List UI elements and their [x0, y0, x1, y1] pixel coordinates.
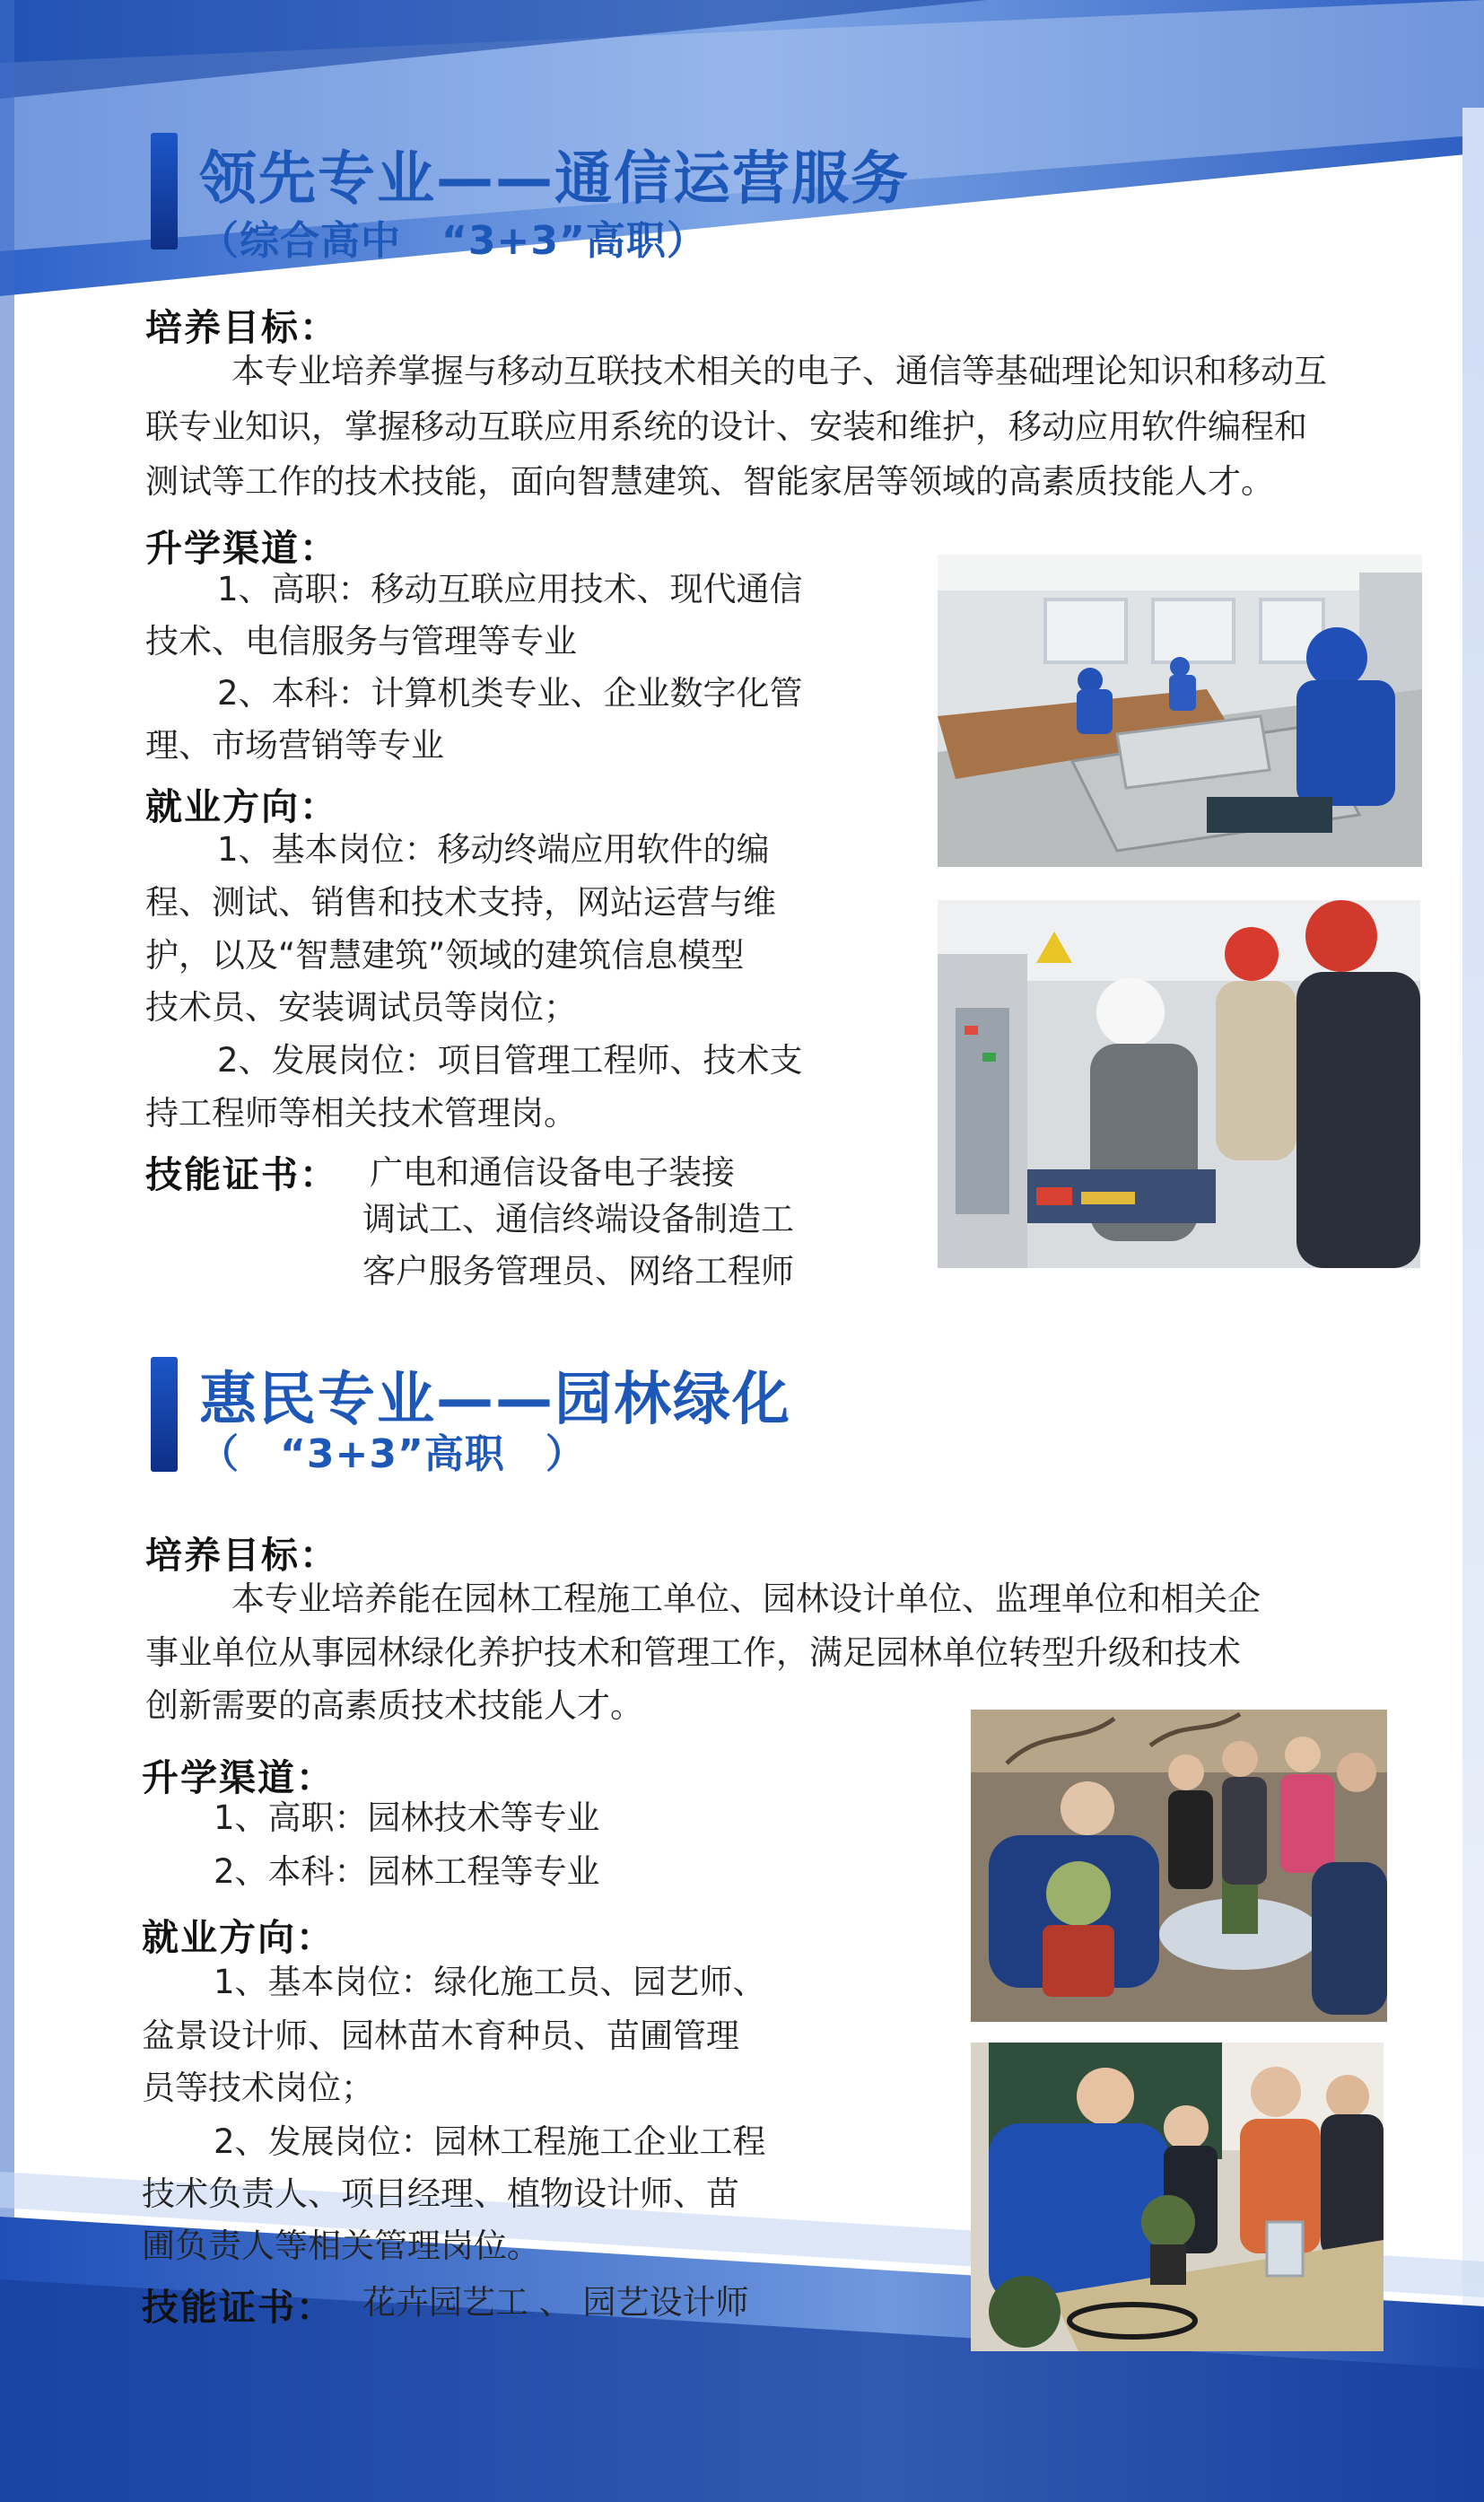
- section1-cert-line-1: 广电和通信设备电子装接: [370, 1153, 735, 1192]
- section1-cert-line-3: 客户服务管理员、网络工程师: [362, 1252, 794, 1290]
- section1-career-line-4: 技术员、安装调试员等岗位；: [145, 988, 577, 1027]
- section1-career-line-2: 程、测试、销售和技术支持，网站运营与维: [145, 883, 776, 922]
- section2-goal-line-2: 事业单位从事园林绿化养护技术和管理工作，满足园林单位转型升级和技术: [145, 1633, 1241, 1672]
- section1-goal-line-3: 测试等工作的技术技能，面向智慧建筑、智能家居等领域的高素质技能人才。: [145, 462, 1274, 501]
- section2-goal-line-1: 本专业培养能在园林工程施工单位、园林设计单位、监理单位和相关企: [231, 1579, 1261, 1618]
- photo-bonsai-class: [971, 1710, 1387, 2022]
- section1-career-heading: 就业方向：: [145, 785, 338, 828]
- section2-career-line-1: 1、基本岗位：绿化施工员、园艺师、: [214, 1963, 766, 2001]
- section1-further-line-1: 1、高职：移动互联应用技术、现代通信: [217, 570, 803, 608]
- section1-career-line-5: 2、发展岗位：项目管理工程师、技术支: [217, 1041, 803, 1080]
- photo-plant-classroom: [971, 2043, 1384, 2351]
- section1-cert-line-2: 调试工、通信终端设备制造工: [362, 1200, 794, 1238]
- section1-further-line-4: 理、市场营销等专业: [145, 726, 444, 765]
- section2-career-line-3: 员等技术岗位；: [142, 2069, 374, 2107]
- photo-electronics-lab: [938, 555, 1422, 867]
- section2-title-bar: [151, 1357, 178, 1472]
- section1-goal-line-2: 联专业知识，掌握移动互联应用系统的设计、安装和维护，移动应用软件编程和: [145, 407, 1307, 446]
- section1-goal-heading: 培养目标：: [145, 306, 338, 349]
- section2-further-heading: 升学渠道：: [142, 1756, 335, 1799]
- section1-further-line-2: 技术、电信服务与管理等专业: [145, 622, 577, 660]
- section1-career-line-1: 1、基本岗位：移动终端应用软件的编: [217, 830, 770, 869]
- section2-career-line-6: 圃负责人等相关管理岗位。: [142, 2226, 540, 2265]
- section2-title: 惠民专业——园林绿化: [199, 1367, 791, 1433]
- section2-goal-heading: 培养目标：: [145, 1534, 338, 1577]
- section1-further-line-3: 2、本科：计算机类专业、企业数字化管: [217, 674, 803, 713]
- section2-subtitle: （ “3+3”高职 ）: [199, 1431, 586, 1477]
- section2-cert-heading: 技能证书：: [142, 2286, 335, 2329]
- section1-subtitle: （综合高中 “3+3”高职）: [199, 218, 707, 264]
- section2-further-line-2: 2、本科：园林工程等专业: [214, 1852, 600, 1891]
- section1-goal-line-1: 本专业培养掌握与移动互联技术相关的电子、通信等基础理论知识和移动互: [231, 352, 1327, 390]
- section2-goal-line-3: 创新需要的高素质技术技能人才。: [145, 1686, 643, 1725]
- section1-career-line-3: 护，以及“智慧建筑”领域的建筑信息模型: [145, 936, 745, 975]
- section2-career-heading: 就业方向：: [142, 1916, 335, 1959]
- photo-helmet-students: [938, 900, 1420, 1268]
- section2-career-line-4: 2、发展岗位：园林工程施工企业工程: [214, 2122, 766, 2161]
- section2-cert-text: 花卉园艺工 、 园艺设计师: [362, 2283, 749, 2322]
- section1-further-heading: 升学渠道：: [145, 527, 338, 570]
- section1-career-line-6: 持工程师等相关技术管理岗。: [145, 1094, 577, 1133]
- section1-title: 领先专业——通信运营服务: [199, 146, 910, 213]
- section1-cert-heading: 技能证书：: [145, 1153, 338, 1196]
- section2-career-line-2: 盆景设计师、园林苗木育种员、苗圃管理: [142, 2016, 739, 2055]
- section1-title-bar: [151, 133, 178, 249]
- section2-career-line-5: 技术负责人、项目经理、植物设计师、苗: [142, 2174, 739, 2213]
- section2-further-line-1: 1、高职：园林技术等专业: [214, 1798, 600, 1837]
